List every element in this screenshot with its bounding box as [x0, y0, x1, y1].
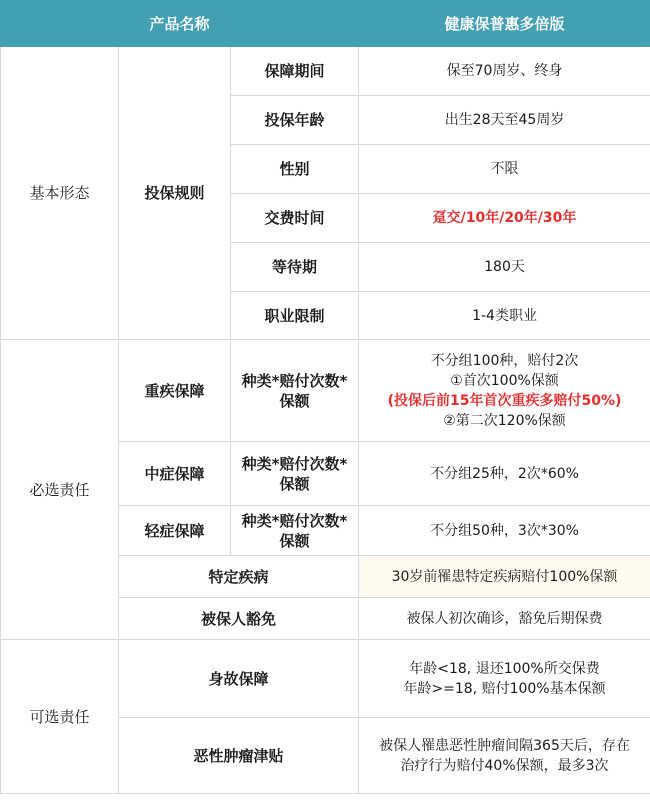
row-label: 交费时间: [231, 194, 359, 243]
group-basic: 基本形态: [1, 47, 119, 340]
specific-value: 30岁前罹患特定疾病赔付100%保额: [359, 556, 650, 598]
specific-name: 特定疾病: [119, 556, 359, 598]
row-value: 出生28天至45周岁: [359, 96, 650, 145]
row-label: 投保年龄: [231, 96, 359, 145]
row-label: 职业限制: [231, 292, 359, 340]
header-product-title: 健康保普惠多倍版: [359, 1, 650, 47]
tumor-line-1: 被保人罹患恶性肿瘤间隔365天后，存在: [379, 737, 630, 754]
basic-subgroup: 投保规则: [119, 47, 231, 340]
tumor-name: 恶性肿瘤津贴: [119, 718, 359, 794]
critical-name: 重疾保障: [119, 340, 231, 442]
header-product-name: 产品名称: [1, 1, 359, 47]
row-label: 保障期间: [231, 47, 359, 96]
moderate-attr: 种类*赔付次数*保额: [231, 442, 359, 506]
moderate-name: 中症保障: [119, 442, 231, 506]
row-value-highlight: 趸交/10年/20年/30年: [359, 194, 650, 243]
death-line-2: 年龄>=18, 赔付100%基本保额: [403, 680, 606, 697]
row-value: 不限: [359, 145, 650, 194]
mild-attr: 种类*赔付次数*保额: [231, 506, 359, 556]
mild-name: 轻症保障: [119, 506, 231, 556]
critical-attr: 种类*赔付次数*保额: [231, 340, 359, 442]
group-optional: 可选责任: [1, 640, 119, 794]
tumor-value: [359, 718, 650, 794]
row-value: 180天: [359, 243, 650, 292]
table-row: [1, 640, 650, 718]
row-label: 等待期: [231, 243, 359, 292]
critical-line-4: ②第二次120%保额: [443, 412, 566, 429]
table-row: [1, 340, 650, 442]
row-label: 性别: [231, 145, 359, 194]
critical-line-2: ①首次100%保额: [450, 372, 559, 389]
waiver-value: 被保人初次确诊，豁免后期保费: [359, 598, 650, 640]
row-value: 保至70周岁、终身: [359, 47, 650, 96]
row-value: 1-4类职业: [359, 292, 650, 340]
tumor-line-2: 治疗行为赔付40%保额，最多3次: [400, 757, 609, 774]
critical-line-3: (投保后前15年首次重疾多赔付50%): [387, 392, 622, 409]
moderate-value: 不分组25种，2次*60%: [359, 442, 650, 506]
waiver-name: 被保人豁免: [119, 598, 359, 640]
table-header-row: [1, 1, 650, 47]
critical-line-1: 不分组100种，赔付2次: [430, 352, 579, 369]
death-value: [359, 640, 650, 718]
mild-value: 不分组50种，3次*30%: [359, 506, 650, 556]
death-name: 身故保障: [119, 640, 359, 718]
critical-value: [359, 340, 650, 442]
death-line-1: 年龄<18, 退还100%所交保费: [409, 660, 600, 677]
group-required: 必选责任: [1, 340, 119, 640]
table-row: [1, 47, 650, 96]
